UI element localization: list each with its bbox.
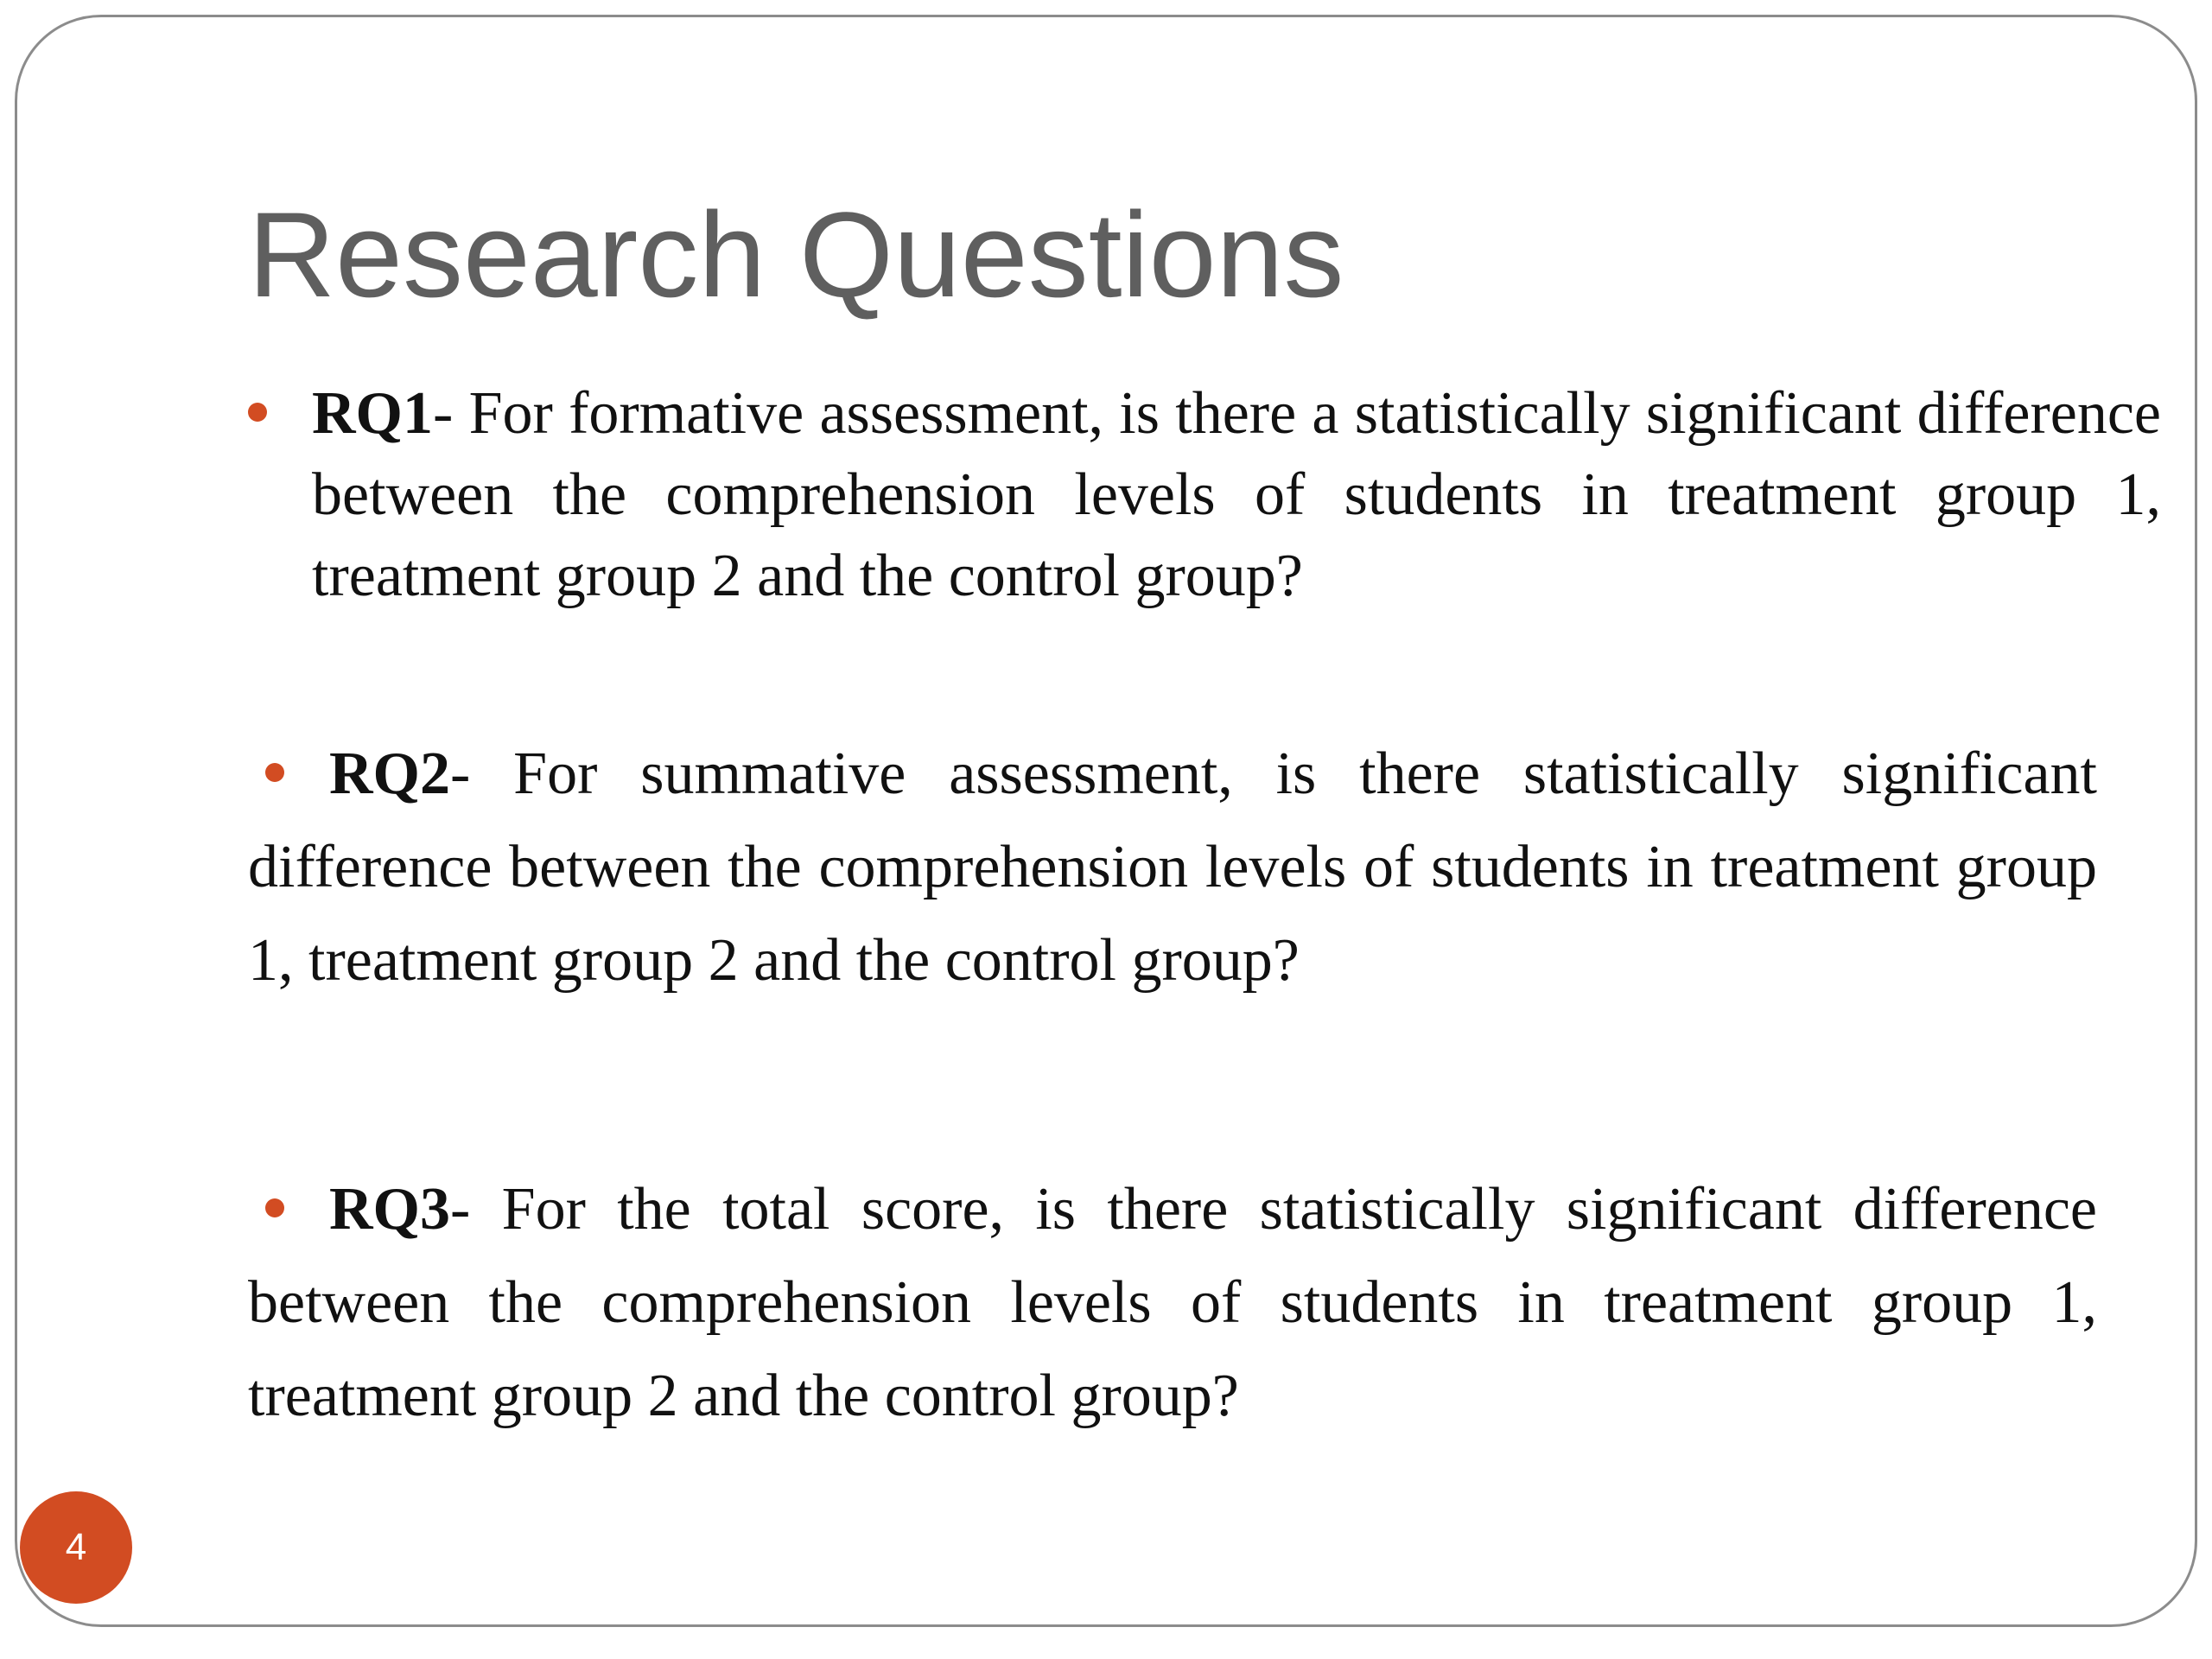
page-number-badge: 4 (20, 1491, 132, 1604)
bullet-icon (248, 403, 267, 422)
slide (15, 15, 2197, 1627)
question-text: - For formative assessment, is there a statistically significant difference between the comprehension levels of students in treatment group 1, treatment group 2 and the control group? (312, 380, 2161, 609)
slide-title: Research Questions (248, 187, 1344, 322)
research-question-2 (248, 728, 2097, 1007)
bullet-icon (265, 1198, 284, 1217)
bullet-icon (265, 763, 284, 782)
question-text: - For the total score, is there statistically significant difference between the comprehension levels of students in treatment group 1, treatment group 2 and the control group? (248, 1176, 2097, 1429)
question-label: RQ2 (329, 741, 450, 807)
question-label: RQ3 (329, 1176, 450, 1243)
question-label: RQ1 (312, 380, 433, 447)
research-question-3 (248, 1163, 2097, 1443)
question-text: - For summative assessment, is there statistically significant difference between the comprehension levels of students in treatment group 1, treatment group 2 and the control group? (248, 741, 2097, 994)
research-question-1 (248, 373, 2161, 617)
